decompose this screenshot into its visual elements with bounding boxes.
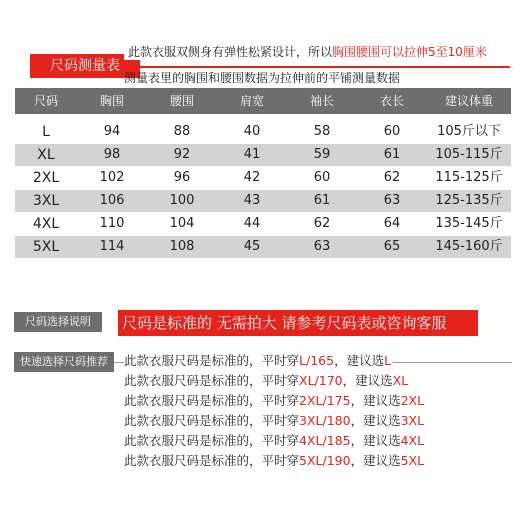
table-row <box>15 236 511 258</box>
sleeve-cell: 60 <box>313 170 331 185</box>
rec-pick-size: 2XL <box>400 393 425 408</box>
size-note-label: 尺码选择说明 <box>14 312 102 332</box>
table-row <box>15 144 511 166</box>
rec-mid: 平时穿 <box>261 393 300 408</box>
rec-mid2: ，建议选 <box>350 393 401 408</box>
rec-wear-size: L/165 <box>299 353 335 368</box>
table-row <box>15 121 511 143</box>
shoulder-cell: 41 <box>243 147 261 162</box>
stretch-note-highlight: 胸围腰围可以拉伸5至10厘米 <box>332 45 487 59</box>
rec-mid2: ，建议选 <box>334 353 385 368</box>
col-header-length: 衣长 <box>379 94 404 108</box>
stretch-note <box>124 44 491 60</box>
size-cell: 5XL <box>32 239 60 255</box>
quick-select-label: 快速选择尺码推荐 <box>14 352 114 372</box>
weight-cell: 135-145斤 <box>435 216 503 231</box>
chest-cell: 106 <box>99 193 125 208</box>
rec-mid2: ，建议选 <box>350 413 401 428</box>
recommendation-line <box>124 452 426 470</box>
length-cell: 65 <box>383 239 401 254</box>
rec-wear-size: 4XL/185 <box>299 433 351 448</box>
weight-cell: 115-125斤 <box>435 170 503 185</box>
rec-prefix: 此款衣服尺码是标准的， <box>124 393 262 408</box>
col-header-chest: 胸围 <box>99 94 124 108</box>
length-cell: 63 <box>383 193 401 208</box>
rec-prefix: 此款衣服尺码是标准的， <box>124 453 262 468</box>
table-row <box>15 190 511 212</box>
rec-wear-size: 5XL/190 <box>299 453 351 468</box>
waist-cell: 100 <box>169 193 195 208</box>
weight-cell: 105斤以下 <box>437 124 501 139</box>
rec-pick-size: 3XL <box>400 413 425 428</box>
size-cell: 2XL <box>32 170 60 186</box>
weight-cell: 125-135斤 <box>435 193 503 208</box>
rec-prefix: 此款衣服尺码是标准的， <box>124 413 262 428</box>
length-cell: 64 <box>383 216 401 231</box>
waist-cell: 96 <box>173 170 191 185</box>
sleeve-cell: 61 <box>313 193 331 208</box>
rec-mid: 平时穿 <box>261 413 300 428</box>
sleeve-cell: 58 <box>313 124 331 139</box>
table-row <box>15 167 511 189</box>
col-header-shoulder: 肩宽 <box>239 94 264 108</box>
chest-cell: 102 <box>99 170 125 185</box>
rec-wear-size: 3XL/180 <box>299 413 351 428</box>
shoulder-cell: 40 <box>243 124 261 139</box>
waist-cell: 104 <box>169 216 195 231</box>
shoulder-cell: 43 <box>243 193 261 208</box>
col-header-sleeve: 袖长 <box>309 94 334 108</box>
size-table-header <box>15 88 511 114</box>
waist-cell: 92 <box>173 147 191 162</box>
header-divider <box>140 66 510 68</box>
rec-wear-size: 2XL/175 <box>299 393 351 408</box>
col-header-size: 尺码 <box>33 94 58 108</box>
rec-prefix: 此款衣服尺码是标准的， <box>124 373 262 388</box>
size-cell: L <box>42 124 50 140</box>
rec-pick-size: 5XL <box>400 453 425 468</box>
sleeve-cell: 59 <box>313 147 331 162</box>
rec-mid: 平时穿 <box>261 373 300 388</box>
length-cell: 61 <box>383 147 401 162</box>
sleeve-cell: 63 <box>313 239 331 254</box>
rec-mid2: ，建议选 <box>350 433 401 448</box>
col-header-weight: 建议体重 <box>444 94 493 108</box>
chest-cell: 114 <box>99 239 125 254</box>
chest-cell: 110 <box>99 216 125 231</box>
rec-mid: 平时穿 <box>261 453 300 468</box>
rec-mid: 平时穿 <box>261 353 300 368</box>
stretch-note-prefix: 此款衣服双侧身有弹性松紧设计，所以 <box>128 45 333 59</box>
shoulder-cell: 45 <box>243 239 261 254</box>
rec-pick-size: L <box>384 353 392 368</box>
weight-cell: 105-115斤 <box>435 147 503 162</box>
length-cell: 60 <box>383 124 401 139</box>
rec-pick-size: 4XL <box>400 433 425 448</box>
rec-wear-size: XL/170 <box>299 373 343 388</box>
size-chart-badge: 尺码测量表 <box>30 54 140 78</box>
rec-mid2: ，建议选 <box>350 453 401 468</box>
size-cell: 3XL <box>32 193 60 209</box>
rec-mid2: ，建议选 <box>342 373 393 388</box>
recommendation-line <box>124 372 410 390</box>
rec-prefix: 此款衣服尺码是标准的， <box>124 433 262 448</box>
shoulder-cell: 42 <box>243 170 261 185</box>
chest-cell: 98 <box>103 147 121 162</box>
shoulder-cell: 44 <box>243 216 261 231</box>
recommendation-line <box>124 392 426 410</box>
col-header-waist: 腰围 <box>169 94 194 108</box>
rec-pick-size: XL <box>392 373 409 388</box>
size-cell: XL <box>37 147 55 163</box>
table-row <box>15 213 511 235</box>
measure-note: 测量表里的胸围和腰围数据为拉伸前的平铺测量数据 <box>124 71 401 85</box>
length-cell: 62 <box>383 170 401 185</box>
size-cell: 4XL <box>32 216 60 232</box>
size-note-banner: 尺码是标准的 无需拍大 请参考尺码表或咨询客服 <box>118 310 478 336</box>
recommendation-line <box>124 412 426 430</box>
rec-mid: 平时穿 <box>261 433 300 448</box>
rec-prefix: 此款衣服尺码是标准的， <box>124 353 262 368</box>
chest-cell: 94 <box>103 124 121 139</box>
waist-cell: 108 <box>169 239 195 254</box>
waist-cell: 88 <box>173 124 191 139</box>
weight-cell: 145-160斤 <box>435 239 503 254</box>
recommendation-line <box>124 352 393 370</box>
recommendation-line <box>124 432 426 450</box>
sleeve-cell: 62 <box>313 216 331 231</box>
